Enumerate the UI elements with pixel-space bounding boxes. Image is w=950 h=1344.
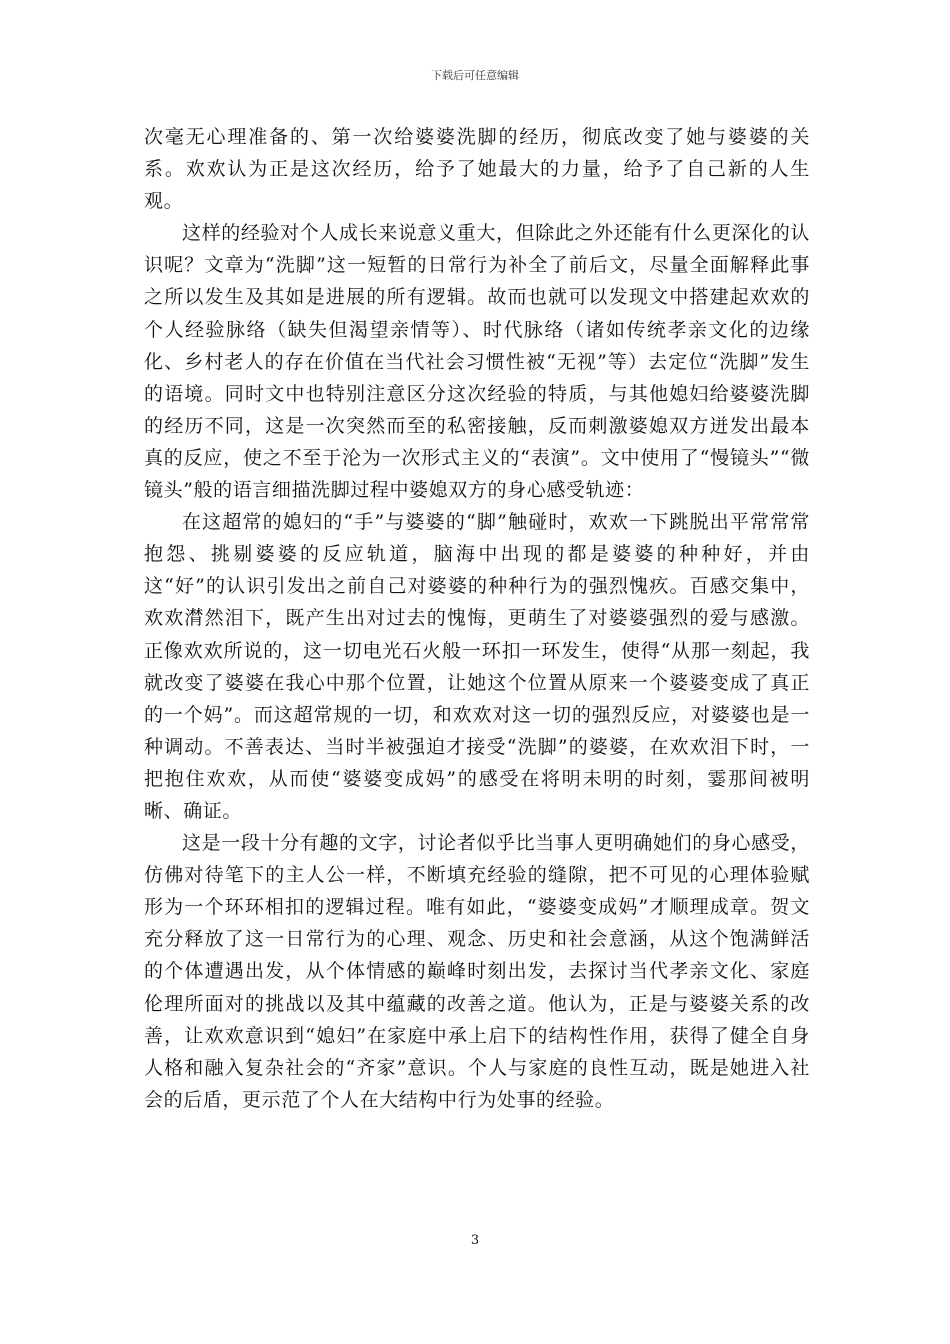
paragraph: 在这超常的媳妇的“手”与婆婆的“脚”触碰时，欢欢一下跳脱出平常常常抱怨、挑剔婆婆的反应轨道，脑海中出现的都是婆婆的种种好，并由这“好”的认识引发出之前自己对婆婆的种种行为的强烈愧疚。百感交集中，欢欢潸然泪下，既产生出对过去的愧悔，更萌生了对婆婆强烈的爱与感激。正像欢欢所说的，这一切电光石火般一环扣一环发生，使得“从那一刻起，我就改变了婆婆在我心中那个位置，让她这个位置从原来一个婆婆变成了真正的一个妈”。而这超常规的一切，和欢欢对这一切的强烈反应，对婆婆也是一种调动。不善表达、当时半被强迫才接受“洗脚”的婆婆，在欢欢泪下时，一把抱住欢欢，从而使“婆婆变成妈”的感受在将明未明的时刻，霎那间被明晰、确证。 bbox=[144, 511, 810, 822]
paragraph: 这是一段十分有趣的文字，讨论者似乎比当事人更明确她们的身心感受，仿佛对待笔下的主人公一样，不断填充经验的缝隙，把不可见的心理体验赋形为一个环环相扣的逻辑过程。唯有如此，“婆婆变成妈”才顺理成章。贺文充分释放了这一日常行为的心理、观念、历史和社会意涵，从这个饱满鲜活的个体遭遇出发，从个体情感的巅峰时刻出发，去探讨当代孝亲文化、家庭伦理所面对的挑战以及其中蕴藏的改善之道。他认为，正是与婆婆关系的改善，让欢欢意识到“媳妇”在家庭中承上启下的结构性作用，获得了健全自身人格和融入复杂社会的“齐家”意识。个人与家庭的良性互动，既是她进入社会的后盾，更示范了个人在大结构中行为处事的经验。 bbox=[144, 832, 810, 1111]
page-header: 下载后可任意编辑 bbox=[431, 69, 519, 82]
page-number: 3 bbox=[470, 1233, 480, 1248]
paragraph: 这样的经验对个人成长来说意义重大，但除此之外还能有什么更深化的认识呢？文章为“洗脚”这一短暂的日常行为补全了前后文，尽量全面解释此事之所以发生及其如是进展的所有逻辑。故而也就可以发现文中搭建起欢欢的个人经验脉络（缺失但渴望亲情等）、时代脉络（诸如传统孝亲文化的边缘化、乡村老人的存在价值在当代社会习惯性被“无视”等）去定位“洗脚”发生的语境。同时文中也特别注意区分这次经验的特质，与其他媳妇给婆婆洗脚的经历不同，这是一次突然而至的私密接触，反而刺激婆媳双方迸发出最本真的反应，使之不至于沦为一次形式主义的“表演”。文中使用了“慢镜头”“微镜头”般的语言细描洗脚过程中婆媳双方的身心感受轨迹： bbox=[144, 222, 810, 502]
paragraph-continuation: 次毫无心理准备的、第一次给婆婆洗脚的经历，彻底改变了她与婆婆的关系。欢欢认为正是这次经历，给予了她最大的力量，给予了自己新的人生观。 bbox=[144, 126, 810, 213]
document-body bbox=[144, 121, 810, 1116]
